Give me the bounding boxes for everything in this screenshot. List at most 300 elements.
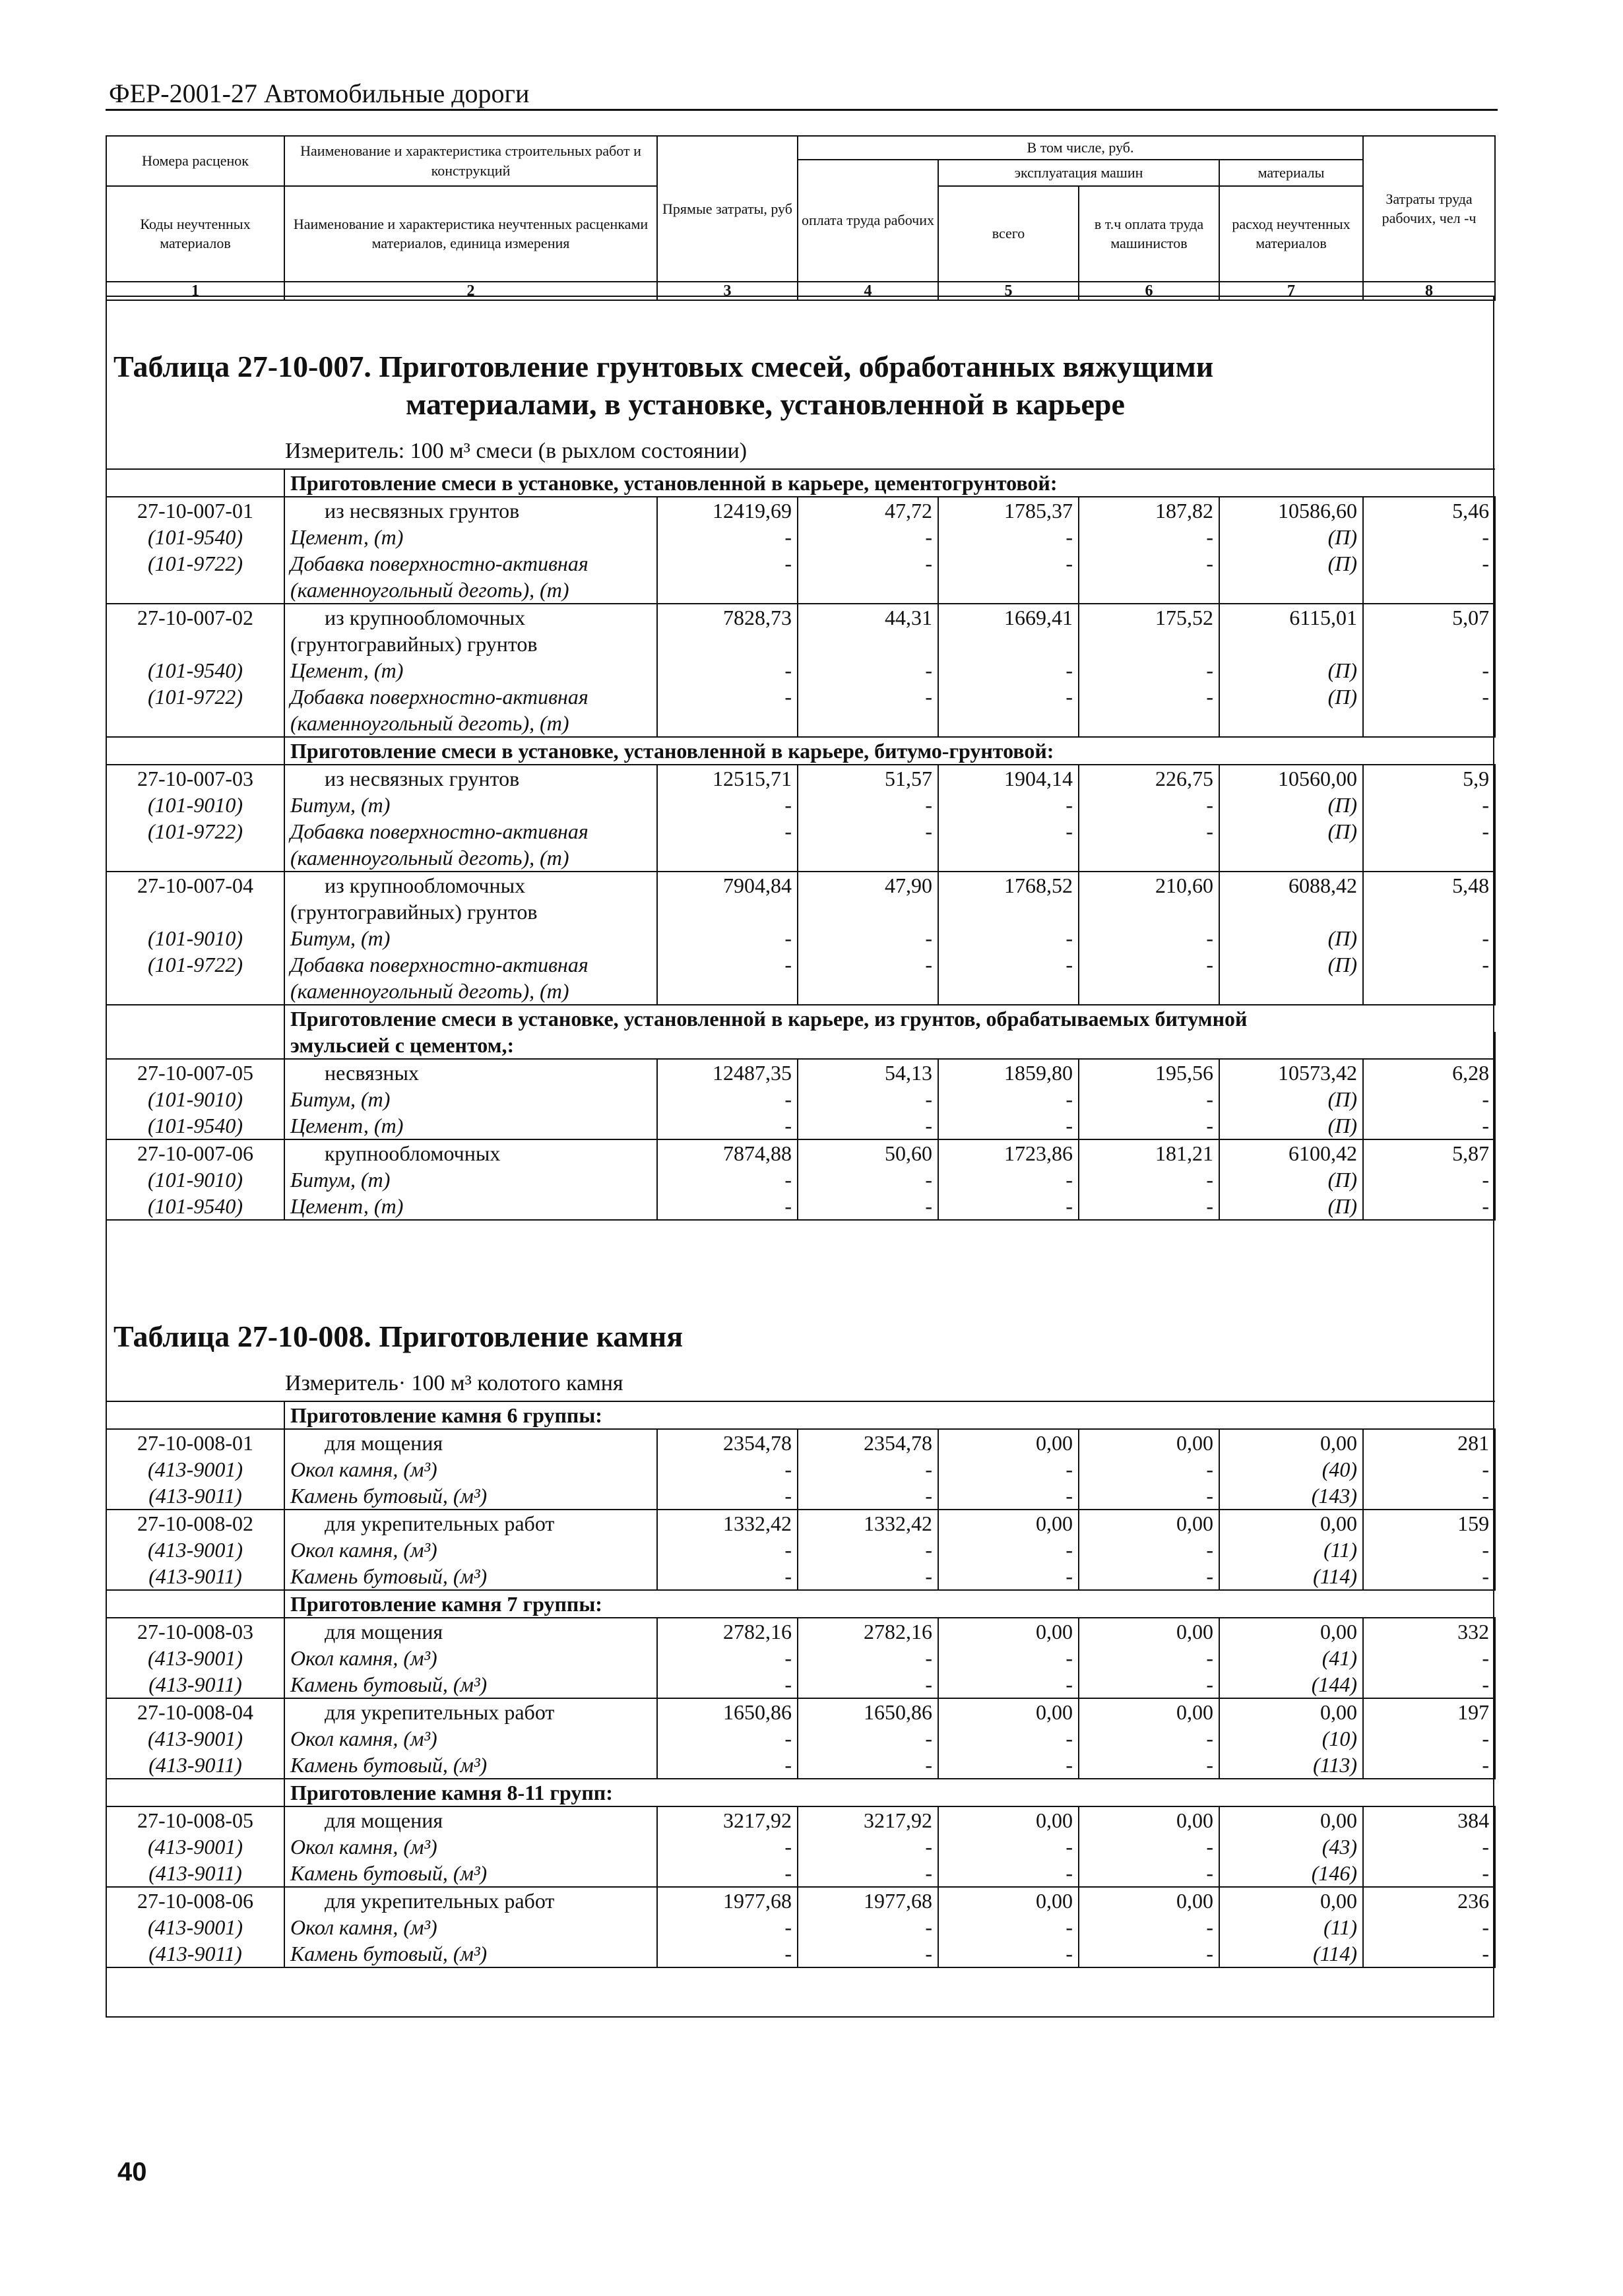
- group-spacer-cell: [106, 469, 284, 497]
- code-cell: (101-9722): [106, 550, 284, 577]
- value-cell: -: [1363, 684, 1495, 710]
- value-cell: [1079, 710, 1219, 737]
- value-cell: -: [798, 1112, 938, 1139]
- name-cell: из крупнообломочных: [284, 604, 657, 631]
- value-cell: [657, 710, 798, 737]
- name-cell: несвязных: [284, 1059, 657, 1086]
- value-cell: (144): [1219, 1671, 1363, 1698]
- value-cell: -: [657, 1645, 798, 1671]
- value-cell: 0,00: [1219, 1887, 1363, 1914]
- value-cell: -: [1079, 1725, 1219, 1752]
- group-header-row: [106, 1779, 1495, 1806]
- code-cell: (101-9540): [106, 524, 284, 550]
- group-spacer-cell: [106, 1779, 284, 1806]
- value-cell: 159: [1363, 1510, 1495, 1537]
- value-cell: -: [1079, 1166, 1219, 1193]
- value-cell: (114): [1219, 1563, 1363, 1590]
- value-cell: 0,00: [1219, 1806, 1363, 1834]
- value-cell: -: [1363, 550, 1495, 577]
- value-cell: 384: [1363, 1806, 1495, 1834]
- code-cell: (101-9540): [106, 1193, 284, 1220]
- table2-body: [106, 1401, 1496, 1968]
- header-name-top: Наименование и характеристика строительных работ и конструкций: [284, 136, 657, 186]
- value-cell: -: [657, 1914, 798, 1940]
- value-cell: -: [1363, 524, 1495, 550]
- header-unaccounted-materials: расход неучтенных материалов: [1219, 186, 1363, 282]
- value-cell: -: [1079, 1537, 1219, 1563]
- code-cell: (413-9001): [106, 1725, 284, 1752]
- column-header-table: [106, 135, 1496, 301]
- name-cell: Окол камня, (м³): [284, 1914, 657, 1940]
- value-cell: 7828,73: [657, 604, 798, 631]
- name-cell: (каменноугольный деготь), (т): [284, 710, 657, 737]
- value-cell: 12487,35: [657, 1059, 798, 1086]
- code-cell: (101-9540): [106, 1112, 284, 1139]
- code-cell: 27-10-008-02: [106, 1510, 284, 1537]
- value-cell: (113): [1219, 1752, 1363, 1779]
- value-cell: 210,60: [1079, 872, 1219, 899]
- value-cell: (П): [1219, 925, 1363, 951]
- value-cell: -: [1363, 1456, 1495, 1483]
- value-cell: -: [938, 524, 1079, 550]
- header-name-bottom: Наименование и характеристика неучтенных расценками материалов, единица измерения: [284, 186, 657, 282]
- value-cell: [938, 577, 1079, 604]
- table-row: [106, 684, 1495, 710]
- value-cell: -: [1079, 524, 1219, 550]
- value-cell: -: [1079, 684, 1219, 710]
- group-spacer-cell: [106, 1005, 284, 1032]
- code-cell: (413-9001): [106, 1456, 284, 1483]
- value-cell: -: [938, 792, 1079, 818]
- value-cell: [657, 845, 798, 872]
- header-including: В том числе, руб.: [798, 136, 1363, 160]
- value-cell: (П): [1219, 1112, 1363, 1139]
- col-number: 5: [938, 282, 1079, 300]
- header-materials: материалы: [1219, 160, 1363, 186]
- value-cell: 0,00: [1219, 1698, 1363, 1725]
- value-cell: (114): [1219, 1940, 1363, 1967]
- value-cell: (П): [1219, 550, 1363, 577]
- value-cell: -: [798, 1914, 938, 1940]
- name-cell: из несвязных грунтов: [284, 497, 657, 524]
- value-cell: 7874,88: [657, 1139, 798, 1166]
- value-cell: [798, 631, 938, 657]
- value-cell: -: [1363, 1483, 1495, 1510]
- code-cell: [106, 978, 284, 1005]
- value-cell: -: [798, 1166, 938, 1193]
- code-cell: [106, 899, 284, 925]
- value-cell: -: [938, 1671, 1079, 1698]
- value-cell: [938, 631, 1079, 657]
- value-cell: [1363, 899, 1495, 925]
- value-cell: -: [798, 1752, 938, 1779]
- code-cell: 27-10-008-03: [106, 1618, 284, 1645]
- value-cell: -: [1079, 1483, 1219, 1510]
- value-cell: [657, 978, 798, 1005]
- value-cell: 5,87: [1363, 1139, 1495, 1166]
- group-title: Приготовление смеси в установке, установленной в карьере, из грунтов, обрабатываемых битумной: [284, 1005, 1495, 1032]
- value-cell: [1363, 577, 1495, 604]
- table-row: [106, 1429, 1495, 1456]
- value-cell: 1768,52: [938, 872, 1079, 899]
- value-cell: 187,82: [1079, 497, 1219, 524]
- value-cell: -: [938, 951, 1079, 978]
- table-row: [106, 1914, 1495, 1940]
- value-cell: 0,00: [1079, 1698, 1219, 1725]
- value-cell: 0,00: [938, 1510, 1079, 1537]
- group-header-row: [106, 1032, 1495, 1059]
- col-number: 4: [798, 282, 938, 300]
- value-cell: (П): [1219, 1086, 1363, 1112]
- table-row: [106, 978, 1495, 1005]
- value-cell: (11): [1219, 1914, 1363, 1940]
- name-cell: Добавка поверхностно-активная: [284, 951, 657, 978]
- code-cell: 27-10-008-06: [106, 1887, 284, 1914]
- value-cell: (143): [1219, 1483, 1363, 1510]
- code-cell: (413-9011): [106, 1563, 284, 1590]
- value-cell: 2354,78: [798, 1429, 938, 1456]
- value-cell: 1332,42: [798, 1510, 938, 1537]
- name-cell: Окол камня, (м³): [284, 1725, 657, 1752]
- code-cell: (413-9011): [106, 1752, 284, 1779]
- value-cell: -: [798, 684, 938, 710]
- value-cell: -: [798, 1860, 938, 1887]
- code-cell: (413-9001): [106, 1645, 284, 1671]
- value-cell: -: [657, 1193, 798, 1220]
- code-cell: (413-9011): [106, 1483, 284, 1510]
- value-cell: [938, 845, 1079, 872]
- name-cell: Битум, (т): [284, 1166, 657, 1193]
- value-cell: -: [657, 684, 798, 710]
- group-title: Приготовление камня 8-11 групп:: [284, 1779, 1495, 1806]
- code-cell: 27-10-007-04: [106, 872, 284, 899]
- value-cell: -: [798, 1834, 938, 1860]
- value-cell: 6100,42: [1219, 1139, 1363, 1166]
- value-cell: -: [798, 1456, 938, 1483]
- value-cell: 47,90: [798, 872, 938, 899]
- value-cell: (43): [1219, 1834, 1363, 1860]
- value-cell: [1079, 845, 1219, 872]
- value-cell: -: [938, 1086, 1079, 1112]
- code-cell: 27-10-007-01: [106, 497, 284, 524]
- col-number: 6: [1079, 282, 1219, 300]
- code-cell: (101-9722): [106, 818, 284, 845]
- group-title: эмульсией с цементом,:: [284, 1032, 1495, 1059]
- value-cell: 1332,42: [657, 1510, 798, 1537]
- name-cell: (каменноугольный деготь), (т): [284, 577, 657, 604]
- value-cell: -: [1363, 657, 1495, 684]
- value-cell: 0,00: [938, 1618, 1079, 1645]
- group-header-row: [106, 1005, 1495, 1032]
- value-cell: [657, 631, 798, 657]
- value-cell: 1977,68: [798, 1887, 938, 1914]
- group-title: Приготовление камня 7 группы:: [284, 1590, 1495, 1618]
- value-cell: 10573,42: [1219, 1059, 1363, 1086]
- code-cell: 27-10-007-03: [106, 765, 284, 792]
- table-row: [106, 925, 1495, 951]
- code-cell: (413-9001): [106, 1537, 284, 1563]
- value-cell: -: [1363, 1914, 1495, 1940]
- name-cell: Камень бутовый, (м³): [284, 1752, 657, 1779]
- name-cell: Камень бутовый, (м³): [284, 1563, 657, 1590]
- value-cell: 6,28: [1363, 1059, 1495, 1086]
- table1-title-line1: Таблица 27-10-007. Приготовление грунтовых смесей, обработанных вяжущими: [113, 350, 1214, 383]
- value-cell: 44,31: [798, 604, 938, 631]
- group-spacer-cell: [106, 1590, 284, 1618]
- value-cell: 332: [1363, 1618, 1495, 1645]
- table-row: [106, 765, 1495, 792]
- value-cell: -: [938, 1193, 1079, 1220]
- value-cell: -: [1363, 1112, 1495, 1139]
- value-cell: 54,13: [798, 1059, 938, 1086]
- value-cell: [1219, 899, 1363, 925]
- value-cell: -: [798, 792, 938, 818]
- value-cell: -: [657, 1537, 798, 1563]
- value-cell: -: [1079, 1456, 1219, 1483]
- value-cell: 47,72: [798, 497, 938, 524]
- value-cell: 5,9: [1363, 765, 1495, 792]
- value-cell: -: [938, 1725, 1079, 1752]
- value-cell: 10586,60: [1219, 497, 1363, 524]
- value-cell: [1219, 577, 1363, 604]
- value-cell: 0,00: [938, 1429, 1079, 1456]
- value-cell: [1363, 631, 1495, 657]
- value-cell: -: [657, 1112, 798, 1139]
- value-cell: (П): [1219, 1166, 1363, 1193]
- document-title: ФЕР-2001-27 Автомобильные дороги: [109, 79, 530, 108]
- value-cell: -: [938, 1456, 1079, 1483]
- value-cell: [1363, 978, 1495, 1005]
- name-cell: Цемент, (т): [284, 1193, 657, 1220]
- value-cell: 3217,92: [798, 1806, 938, 1834]
- value-cell: [938, 978, 1079, 1005]
- value-cell: -: [938, 657, 1079, 684]
- value-cell: -: [657, 1671, 798, 1698]
- name-cell: Добавка поверхностно-активная: [284, 550, 657, 577]
- value-cell: [798, 577, 938, 604]
- value-cell: -: [798, 657, 938, 684]
- value-cell: -: [798, 1563, 938, 1590]
- value-cell: -: [657, 951, 798, 978]
- value-cell: -: [1079, 1193, 1219, 1220]
- table-row: [106, 1698, 1495, 1725]
- table-row: [106, 1887, 1495, 1914]
- value-cell: -: [657, 1940, 798, 1967]
- group-header-row: [106, 1401, 1495, 1429]
- table-row: [106, 1086, 1495, 1112]
- table-row: [106, 1725, 1495, 1752]
- col-number: 7: [1219, 282, 1363, 300]
- value-cell: -: [938, 1537, 1079, 1563]
- table-row: [106, 845, 1495, 872]
- value-cell: [1219, 631, 1363, 657]
- value-cell: -: [798, 1940, 938, 1967]
- name-cell: Цемент, (т): [284, 657, 657, 684]
- value-cell: [798, 978, 938, 1005]
- value-cell: -: [1079, 1940, 1219, 1967]
- value-cell: (40): [1219, 1456, 1363, 1483]
- table-row: [106, 1834, 1495, 1860]
- table-row: [106, 1166, 1495, 1193]
- code-cell: (101-9722): [106, 951, 284, 978]
- name-cell: для мощения: [284, 1618, 657, 1645]
- value-cell: 50,60: [798, 1139, 938, 1166]
- value-cell: -: [657, 524, 798, 550]
- name-cell: Битум, (т): [284, 925, 657, 951]
- value-cell: 175,52: [1079, 604, 1219, 631]
- value-cell: -: [938, 1752, 1079, 1779]
- col-number: 2: [284, 282, 657, 300]
- value-cell: -: [657, 1834, 798, 1860]
- value-cell: [798, 710, 938, 737]
- value-cell: -: [1079, 792, 1219, 818]
- value-cell: -: [1079, 951, 1219, 978]
- value-cell: -: [1079, 1752, 1219, 1779]
- header-machines-total: всего: [938, 186, 1079, 282]
- name-cell: крупнообломочных: [284, 1139, 657, 1166]
- page-number: 40: [117, 2157, 147, 2186]
- value-cell: -: [1363, 925, 1495, 951]
- value-cell: -: [657, 1563, 798, 1590]
- value-cell: -: [1363, 1725, 1495, 1752]
- value-cell: -: [938, 1166, 1079, 1193]
- value-cell: 51,57: [798, 765, 938, 792]
- name-cell: Цемент, (т): [284, 524, 657, 550]
- code-cell: 27-10-008-01: [106, 1429, 284, 1456]
- code-cell: 27-10-007-06: [106, 1139, 284, 1166]
- table-row: [106, 657, 1495, 684]
- value-cell: -: [1079, 1112, 1219, 1139]
- value-cell: -: [1363, 1940, 1495, 1967]
- value-cell: -: [657, 1860, 798, 1887]
- name-cell: из крупнообломочных: [284, 872, 657, 899]
- value-cell: 12515,71: [657, 765, 798, 792]
- table-row: [106, 818, 1495, 845]
- name-cell: Битум, (т): [284, 792, 657, 818]
- value-cell: -: [798, 1483, 938, 1510]
- group-title: Приготовление смеси в установке, установленной в карьере, цементогрунтовой:: [284, 469, 1495, 497]
- name-cell: (грунтогравийных) грунтов: [284, 899, 657, 925]
- value-cell: 0,00: [938, 1806, 1079, 1834]
- name-cell: Окол камня, (м³): [284, 1456, 657, 1483]
- value-cell: -: [1363, 792, 1495, 818]
- value-cell: -: [657, 818, 798, 845]
- value-cell: 1669,41: [938, 604, 1079, 631]
- value-cell: -: [798, 1725, 938, 1752]
- value-cell: 6115,01: [1219, 604, 1363, 631]
- value-cell: 2782,16: [798, 1618, 938, 1645]
- name-cell: Битум, (т): [284, 1086, 657, 1112]
- code-cell: (413-9011): [106, 1940, 284, 1967]
- value-cell: [657, 577, 798, 604]
- value-cell: -: [657, 550, 798, 577]
- table-row: [106, 1483, 1495, 1510]
- code-cell: (413-9011): [106, 1671, 284, 1698]
- value-cell: -: [938, 1914, 1079, 1940]
- value-cell: -: [1079, 925, 1219, 951]
- value-cell: 1650,86: [798, 1698, 938, 1725]
- value-cell: -: [798, 925, 938, 951]
- value-cell: -: [1363, 1563, 1495, 1590]
- table-row: [106, 1860, 1495, 1887]
- value-cell: (П): [1219, 524, 1363, 550]
- code-cell: [106, 710, 284, 737]
- name-cell: Добавка поверхностно-активная: [284, 818, 657, 845]
- code-cell: [106, 631, 284, 657]
- code-cell: (101-9722): [106, 684, 284, 710]
- value-cell: (П): [1219, 657, 1363, 684]
- name-cell: Камень бутовый, (м³): [284, 1860, 657, 1887]
- value-cell: -: [657, 1166, 798, 1193]
- value-cell: -: [1363, 1086, 1495, 1112]
- value-cell: -: [1079, 1563, 1219, 1590]
- value-cell: -: [1363, 818, 1495, 845]
- value-cell: (П): [1219, 792, 1363, 818]
- code-cell: (101-9540): [106, 657, 284, 684]
- value-cell: -: [1079, 818, 1219, 845]
- value-cell: -: [657, 1456, 798, 1483]
- value-cell: -: [938, 1860, 1079, 1887]
- value-cell: 5,07: [1363, 604, 1495, 631]
- table-row: [106, 497, 1495, 524]
- value-cell: -: [657, 1086, 798, 1112]
- title-rule: [106, 109, 1498, 111]
- table-row: [106, 872, 1495, 899]
- header-machinist-wages: в т.ч оплата труда машинистов: [1079, 186, 1219, 282]
- value-cell: 1977,68: [657, 1887, 798, 1914]
- group-spacer-cell: [106, 737, 284, 765]
- value-cell: -: [938, 1834, 1079, 1860]
- table-row: [106, 604, 1495, 631]
- header-direct-costs: Прямые затраты, руб: [657, 136, 798, 282]
- code-cell: [106, 845, 284, 872]
- value-cell: 236: [1363, 1887, 1495, 1914]
- value-cell: -: [938, 818, 1079, 845]
- value-cell: 0,00: [1079, 1618, 1219, 1645]
- name-cell: Камень бутовый, (м³): [284, 1483, 657, 1510]
- value-cell: -: [657, 925, 798, 951]
- code-cell: 27-10-008-04: [106, 1698, 284, 1725]
- group-header-row: [106, 469, 1495, 497]
- code-cell: [106, 577, 284, 604]
- value-cell: 3217,92: [657, 1806, 798, 1834]
- group-title: Приготовление камня 6 группы:: [284, 1401, 1495, 1429]
- value-cell: -: [1079, 1086, 1219, 1112]
- name-cell: из несвязных грунтов: [284, 765, 657, 792]
- value-cell: [657, 899, 798, 925]
- value-cell: -: [1363, 1645, 1495, 1671]
- value-cell: -: [1079, 1860, 1219, 1887]
- value-cell: -: [1363, 1166, 1495, 1193]
- value-cell: -: [1363, 1860, 1495, 1887]
- col-number: 3: [657, 282, 798, 300]
- value-cell: [1219, 710, 1363, 737]
- name-cell: (каменноугольный деготь), (т): [284, 978, 657, 1005]
- header-codes-top: Номера расценок: [106, 136, 284, 186]
- value-cell: [1219, 845, 1363, 872]
- name-cell: (грунтогравийных) грунтов: [284, 631, 657, 657]
- value-cell: -: [798, 550, 938, 577]
- value-cell: 181,21: [1079, 1139, 1219, 1166]
- table-row: [106, 1537, 1495, 1563]
- code-cell: 27-10-007-05: [106, 1059, 284, 1086]
- value-cell: (10): [1219, 1725, 1363, 1752]
- table-row: [106, 792, 1495, 818]
- value-cell: 0,00: [938, 1887, 1079, 1914]
- header-codes-bottom: Коды неучтенных материалов: [106, 186, 284, 282]
- value-cell: [798, 845, 938, 872]
- value-cell: 7904,84: [657, 872, 798, 899]
